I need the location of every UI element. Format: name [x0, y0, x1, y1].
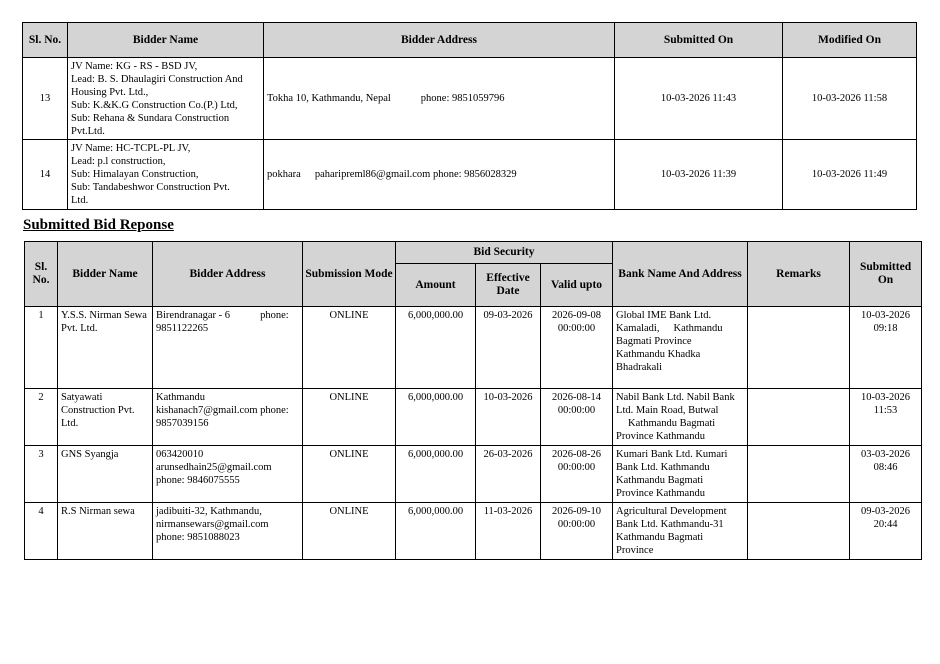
valid-time: 00:00:00 [557, 323, 596, 334]
bank-name-address [613, 446, 748, 503]
submitted-time: 20:44 [873, 519, 898, 530]
table-row [25, 307, 922, 389]
submission-mode: ONLINE [303, 503, 396, 560]
bank-line: Nabil Bank Ltd. Nabil Bank [616, 392, 735, 403]
address-line: arunsedhain25@gmail.com [156, 462, 272, 473]
valid-upto [541, 446, 613, 503]
bank-line: Province [616, 545, 654, 556]
bank-line: Bhadrakali [616, 362, 663, 373]
name-line: Sub: Tandabeshwor Construction Pvt. [71, 182, 230, 193]
response-header-row-1 [25, 242, 922, 264]
col-bank: Bank Name And Address [613, 242, 748, 307]
address-line: Birendranagar - 6 [156, 310, 231, 321]
submitted-on: 10-03-2026 11:39 [615, 140, 783, 210]
valid-time: 00:00:00 [557, 519, 596, 530]
bidder-name: Y.S.S. Nirman Sewa Pvt. Ltd. [58, 307, 153, 389]
effective-date: 09-03-2026 [476, 307, 541, 389]
bank-line: Agricultural Development [616, 506, 727, 517]
address-line: kishanach7@gmail.com phone: [156, 405, 289, 416]
submitted-date: 09-03-2026 [861, 506, 911, 517]
col-bid-security: Bid Security [396, 242, 613, 264]
bank-line: Bank Ltd. Kathmandu [616, 462, 710, 473]
bidder-address [153, 503, 303, 560]
submitted-on: 10-03-2026 11:43 [615, 58, 783, 140]
bank-name-address [613, 389, 748, 446]
address-line: 063420010 [156, 449, 204, 460]
bank-name-address [613, 307, 748, 389]
amount: 6,000,000.00 [396, 307, 476, 389]
bank-line: Province Kathmandu [616, 488, 705, 499]
bank-line: Kathmandu Bagmati [616, 475, 704, 486]
effective-date: 10-03-2026 [476, 389, 541, 446]
bank-line: Kathmandu Bagmati [616, 532, 704, 543]
address-line: 9857039156 [156, 418, 209, 429]
address-line: jadibuiti-32, Kathmandu, [156, 506, 262, 517]
name-line: Sub: Rehana & Sundara Construction [71, 112, 230, 124]
valid-date: 2026-08-14 [552, 392, 602, 403]
effective-date: 11-03-2026 [476, 503, 541, 560]
submitted-date: 03-03-2026 [861, 449, 911, 460]
submitted-on [850, 307, 922, 389]
name-line: Sub: Himalayan Construction, [71, 169, 199, 180]
remarks [748, 307, 850, 389]
col-submission-mode: Submission Mode [303, 242, 396, 307]
col-submitted-on: Submitted On [615, 23, 783, 58]
submitted-date: 10-03-2026 [861, 310, 911, 321]
remarks [748, 446, 850, 503]
valid-date: 2026-08-26 [552, 449, 602, 460]
bank-line: Kathmandu Bagmati [628, 418, 716, 429]
bank-line-indented [616, 417, 744, 430]
sl-no: 13 [23, 58, 68, 140]
bidder-address [153, 307, 303, 389]
submitted-on [850, 389, 922, 446]
valid-date: 2026-09-08 [552, 310, 602, 321]
address-phone: phone: 9851059796 [420, 93, 505, 104]
bidder-name: R.S Nirman sewa [58, 503, 153, 560]
bank-line: Province Kathmandu [616, 431, 705, 442]
section-title: Submitted Bid Reponse [23, 217, 174, 233]
name-line: Ltd. [71, 195, 89, 206]
address-line: Kathmandu [156, 392, 205, 403]
table-row [25, 446, 922, 503]
sl-no: 14 [23, 140, 68, 210]
name-line: JV Name: HC-TCPL-PL JV, [71, 143, 191, 154]
remarks [748, 389, 850, 446]
submission-mode: ONLINE [303, 389, 396, 446]
bank-line: Ltd. Main Road, Butwal [616, 405, 719, 416]
table-row [23, 58, 917, 140]
address-line: nirmansewars@gmail.com [156, 519, 269, 530]
valid-time: 00:00:00 [557, 462, 596, 473]
valid-upto [541, 503, 613, 560]
bidder-address [264, 58, 615, 140]
address-phone: paharipreml86@gmail.com phone: 9856028329 [314, 169, 517, 180]
bank-line: Global IME Bank Ltd. [616, 310, 712, 321]
address-phone-label: phone: [260, 310, 289, 321]
bidders-table [22, 22, 917, 210]
sl-no: 2 [25, 389, 58, 446]
bidder-name: Satyawati Construction Pvt. Ltd. [58, 389, 153, 446]
col-bidder-address: Bidder Address [153, 242, 303, 307]
col-submitted-on: Submitted On [850, 242, 922, 307]
submitted-time: 09:18 [873, 323, 898, 334]
sl-no: 3 [25, 446, 58, 503]
valid-upto [541, 389, 613, 446]
col-amount: Amount [396, 264, 476, 307]
bidder-address [153, 446, 303, 503]
col-bidder-name: Bidder Name [58, 242, 153, 307]
col-sl-no: Sl. No. [25, 242, 58, 307]
effective-date: 26-03-2026 [476, 446, 541, 503]
submission-mode: ONLINE [303, 307, 396, 389]
col-remarks: Remarks [748, 242, 850, 307]
name-line: Pvt.Ltd. [71, 125, 105, 137]
valid-time: 00:00:00 [557, 405, 596, 416]
bidders-table-header [23, 23, 917, 58]
address-line: 9851122265 [156, 323, 209, 334]
address-text: Tokha 10, Kathmandu, Nepal [267, 93, 391, 104]
bank-line: Kathmandu Khadka [616, 349, 701, 360]
col-sl-no: Sl. No. [23, 23, 68, 58]
bidder-name [68, 58, 264, 140]
valid-date: 2026-09-10 [552, 506, 602, 517]
bank-line: Kathmandu [673, 323, 723, 334]
name-line: Lead: B. S. Dhaulagiri Construction And [71, 73, 243, 85]
modified-on: 10-03-2026 11:49 [783, 140, 917, 210]
bidder-name: GNS Syangja [58, 446, 153, 503]
col-modified-on: Modified On [783, 23, 917, 58]
address-line: phone: 9851088023 [156, 532, 240, 543]
col-bidder-name: Bidder Name [68, 23, 264, 58]
amount: 6,000,000.00 [396, 503, 476, 560]
table-row [25, 503, 922, 560]
col-effective-date: Effective Date [476, 264, 541, 307]
submitted-time: 11:53 [873, 405, 898, 416]
modified-on: 10-03-2026 11:58 [783, 58, 917, 140]
submitted-date: 10-03-2026 [861, 392, 911, 403]
name-line: Sub: K.&K.G Construction Co.(P.) Ltd, [71, 99, 238, 111]
bank-line: Kamaladi, [616, 323, 660, 334]
amount: 6,000,000.00 [396, 389, 476, 446]
valid-upto [541, 307, 613, 389]
col-bidder-address: Bidder Address [264, 23, 615, 58]
submitted-time: 08:46 [873, 462, 898, 473]
bidder-address [264, 140, 615, 210]
submitted-on [850, 503, 922, 560]
bidder-address [153, 389, 303, 446]
bank-line: Bank Ltd. Kathmandu-31 [616, 519, 724, 530]
sl-no: 1 [25, 307, 58, 389]
bank-name-address [613, 503, 748, 560]
amount: 6,000,000.00 [396, 446, 476, 503]
col-valid-upto: Valid upto [541, 264, 613, 307]
remarks [748, 503, 850, 560]
bid-response-table [24, 241, 922, 560]
table-row [25, 389, 922, 446]
address-text: pokhara [267, 169, 301, 180]
submission-mode: ONLINE [303, 446, 396, 503]
address-line: phone: 9846075555 [156, 475, 240, 486]
table-row [23, 140, 917, 210]
name-line: Lead: p.l construction, [71, 156, 166, 167]
bank-line: Kumari Bank Ltd. Kumari [616, 449, 728, 460]
name-line: Housing Pvt. Ltd., [71, 86, 149, 98]
sl-no: 4 [25, 503, 58, 560]
submitted-on [850, 446, 922, 503]
bank-line: Bagmati Province [616, 336, 692, 347]
bank-line-split [616, 322, 744, 335]
bidder-name [68, 140, 264, 210]
name-line: JV Name: KG - RS - BSD JV, [71, 60, 198, 72]
